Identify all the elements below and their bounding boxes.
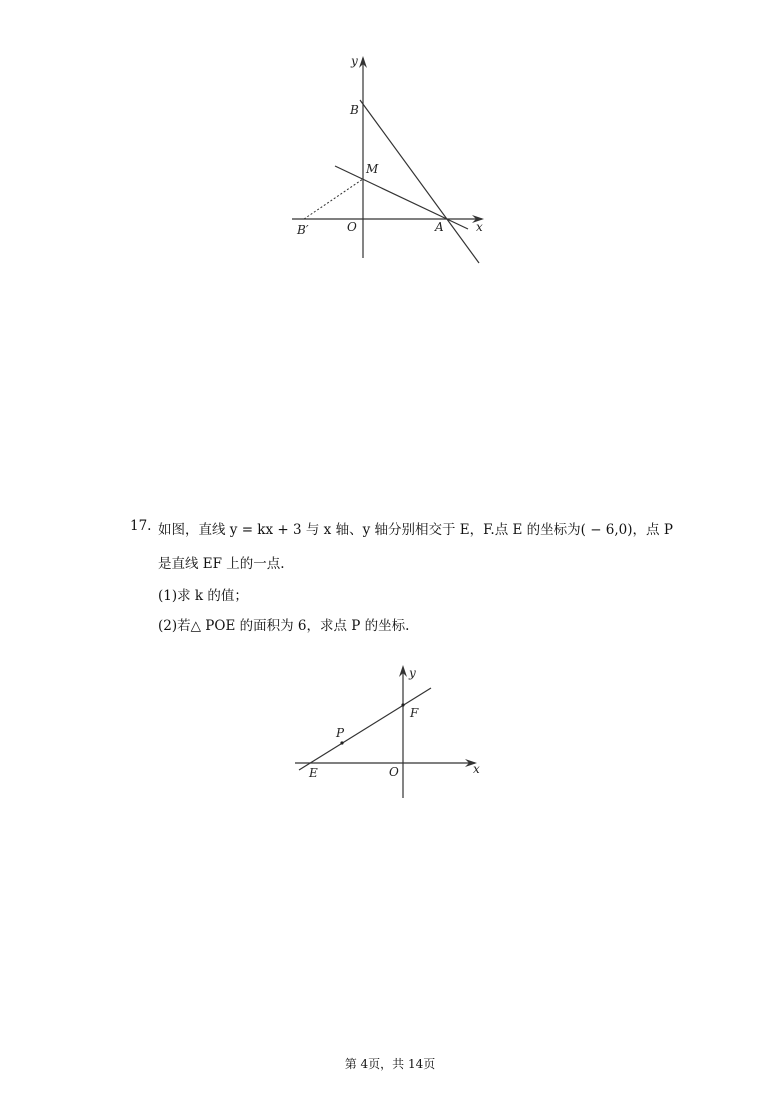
fig1-label-M: M: [366, 162, 379, 176]
question-17-line-2: 是直线 EF 上的一点.: [158, 556, 285, 572]
fig1-label-B: B: [350, 103, 359, 117]
question-17-text: [130, 518, 151, 534]
question-17-part-1: (1)求 k 的值；: [158, 588, 248, 604]
figure-1-coordinate-diagram: [280, 50, 500, 270]
fig2-label-F: F: [410, 706, 419, 720]
fig2-label-E: E: [309, 766, 318, 780]
fig1-label-x: x: [476, 220, 483, 234]
fig1-label-y: y: [351, 54, 358, 68]
page-footer: 第 4页，共 14页: [344, 1057, 436, 1071]
fig2-point-F: [401, 703, 404, 706]
fig1-label-Bp: B′: [297, 223, 309, 237]
fig1-label-O: O: [347, 220, 357, 234]
question-17-line-1: 如图，直线 y = kx + 3 与 x 轴、y 轴分别相交于 E，F.点 E 的坐标为( − 6,0)，点 P: [158, 522, 673, 538]
fig2-label-O: O: [389, 765, 399, 779]
fig2-point-P: [340, 741, 343, 744]
question-17-number: 17.: [130, 518, 152, 534]
fig2-label-y: y: [409, 666, 416, 680]
fig2-line-EF: [299, 688, 431, 770]
fig2-label-x: x: [473, 762, 480, 776]
fig1-dashed-BpM: [304, 179, 363, 219]
question-17-part-2: (2)若△ POE 的面积为 6，求点 P 的坐标.: [158, 618, 410, 634]
fig1-label-A: A: [435, 220, 444, 234]
fig1-line-BA: [360, 100, 479, 263]
figure-2-coordinate-diagram: [285, 660, 495, 805]
fig2-label-P: P: [336, 726, 345, 740]
